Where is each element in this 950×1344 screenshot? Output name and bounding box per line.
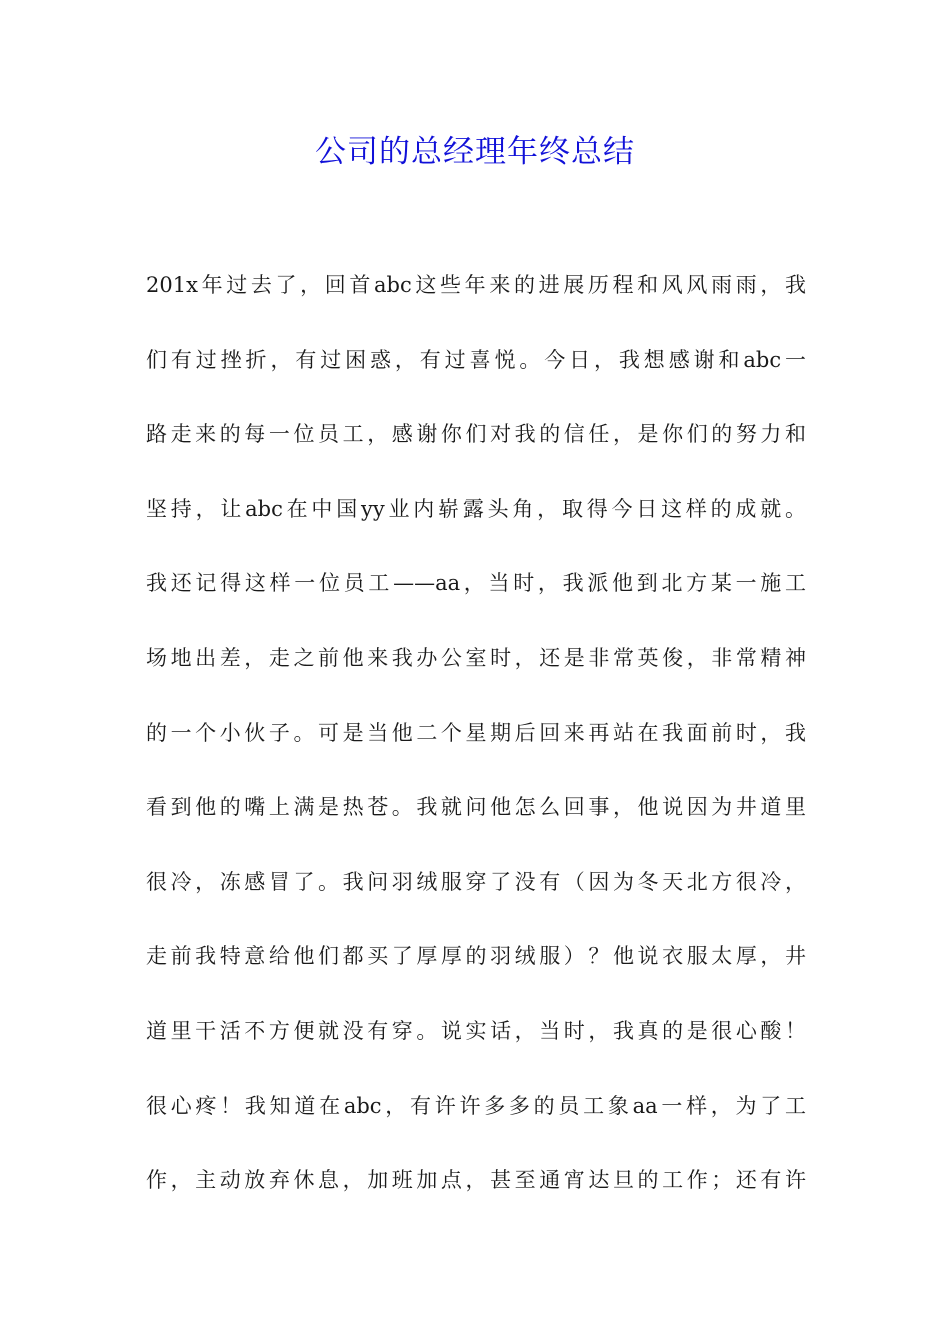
document-title: 公司的总经理年终总结 [315,134,635,170]
body-line-8: 看到他的嘴上满是热苍。我就问他怎么回事，他说因为井道里 [146,795,806,820]
body-line-13: 作，主动放弃休息，加班加点，甚至通宵达旦的工作；还有许 [146,1168,806,1193]
body-line-5: 我还记得这样一位员工——aa，当时，我派他到北方某一施工 [146,571,806,596]
body-line-6: 场地出差，走之前他来我办公室时，还是非常英俊，非常精神 [146,645,806,670]
body-line-3: 路走来的每一位员工，感谢你们对我的信任，是你们的努力和 [146,422,806,447]
body-line-2: 们有过挫折，有过困惑，有过喜悦。今日，我想感谢和abc一 [146,347,806,372]
body-line-1: 201x年过去了，回首abc这些年来的进展历程和风风雨雨，我 [146,273,806,297]
body-line-12: 很心疼！我知道在abc，有许许多多的员工象aa一样，为了工 [146,1093,806,1118]
body-line-9: 很冷，冻感冒了。我问羽绒服穿了没有（因为冬天北方很冷， [146,869,806,894]
body-line-7: 的一个小伙子。可是当他二个星期后回来再站在我面前时，我 [146,720,806,745]
document-body [146,262,806,1232]
body-line-11: 道里干活不方便就没有穿。说实话，当时，我真的是很心酸！ [146,1018,806,1043]
body-line-10: 走前我特意给他们都买了厚厚的羽绒服）？他说衣服太厚，井 [146,944,806,969]
body-line-4: 坚持，让abc在中国yy业内崭露头角，取得今日这样的成就。 [146,496,806,521]
